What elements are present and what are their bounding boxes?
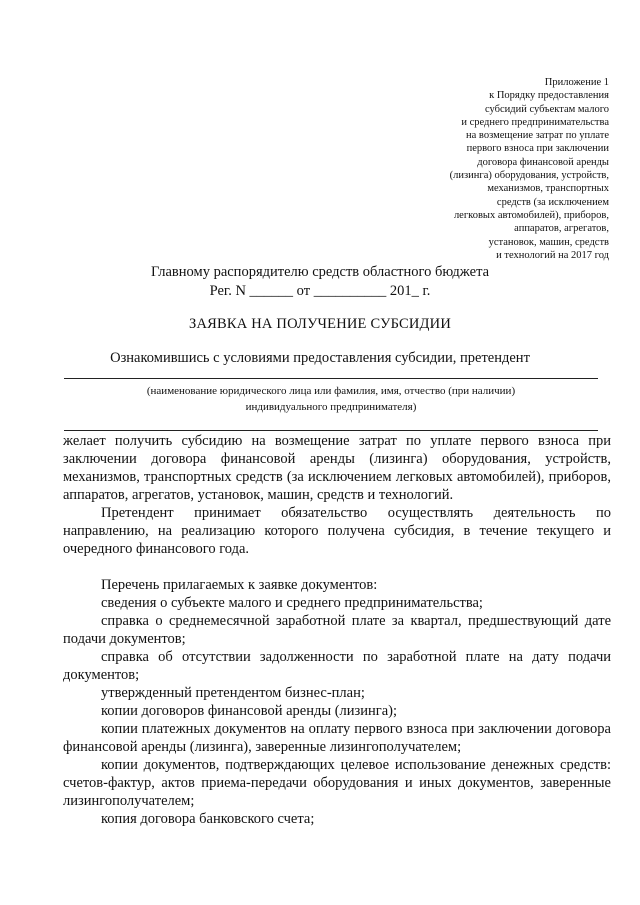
document-list-item: сведения о субъекте малого и среднего предпринимательства; (101, 595, 483, 611)
document-body (63, 432, 611, 828)
documents-heading: Перечень прилагаемых к заявке документов: (101, 577, 378, 593)
appendix-line: механизмов, транспортных (487, 183, 609, 195)
intro-text: Ознакомившись с условиями предоставления субсидии, претендент (110, 350, 530, 366)
registration-line: Рег. N ______ от __________ 201_ г. (209, 283, 431, 299)
appendix-block (349, 76, 609, 262)
addressee-line: Главному распорядителю средств областного бюджета (150, 264, 490, 280)
document-list-item: копии документов, подтверждающих целевое использование денежных средств: счетов-фактур, актов приема-передачи оборудования и иных документов, заверенные лизингополучателем; (63, 757, 611, 809)
document-list-item: копии договоров финансовой аренды (лизинга); (101, 703, 398, 719)
appendix-line: средств (за исключением (496, 196, 609, 208)
appendix-line: (лизинга) оборудования, устройств, (449, 170, 609, 182)
document-list-item: утвержденный претендентом бизнес-план; (101, 685, 365, 701)
appendix-line: на возмещение затрат по уплате (466, 130, 609, 142)
document-list-item: справка о среднемесячной заработной плате за квартал, предшествующий дате подачи документов; (63, 613, 611, 647)
document-list-item: копии платежных документов на оплату первого взноса при заключении договора финансовой аренды (лизинга), заверенные лизингополучателем; (63, 721, 611, 755)
appendix-line: и среднего предпринимательства (461, 116, 609, 128)
appendix-line: аппаратов, агрегатов, (514, 223, 609, 235)
appendix-line: установок, машин, средств (488, 236, 609, 248)
spacer (63, 558, 611, 576)
document-list-item: справка об отсутствии задолженности по заработной плате на дату подачи документов; (63, 649, 611, 683)
appendix-line: договора финансовой аренды (477, 156, 609, 168)
paragraph-obligation: Претендент принимает обязательство осуществлять деятельность по направлению, на реализацию которого получена субсидия, в течение текущего и очередного финансового года. (63, 505, 611, 557)
appendix-line: субсидий субъектам малого (485, 103, 609, 115)
document-title: ЗАЯВКА НА ПОЛУЧЕНИЕ СУБСИДИИ (189, 316, 451, 332)
applicant-caption-line-2: индивидуального предпринимателя) (245, 401, 417, 413)
document-list-item: копия договора банковского счета; (101, 811, 315, 827)
applicant-caption-line-1: (наименование юридического лица или фамилия, имя, отчество (при наличии) (146, 385, 516, 397)
paragraph-wish: желает получить субсидию на возмещение затрат по уплате первого взноса при заключении договора финансовой аренды (лизинга) оборудования, устройств, механизмов, транспортных средств (за исключением легковых автомобилей), приборов, аппаратов, агрегатов, установок, машин, средств и технологий. (63, 433, 611, 503)
applicant-name-line (64, 378, 598, 379)
applicant-name-line-2 (64, 430, 598, 431)
appendix-line: Приложение 1 (544, 77, 609, 88)
appendix-line: первого взноса при заключении (466, 143, 609, 155)
appendix-line: легковых автомобилей), приборов, (453, 209, 609, 221)
appendix-line: и технологий на 2017 год (496, 249, 609, 261)
appendix-line: к Порядку предоставления (489, 90, 609, 102)
